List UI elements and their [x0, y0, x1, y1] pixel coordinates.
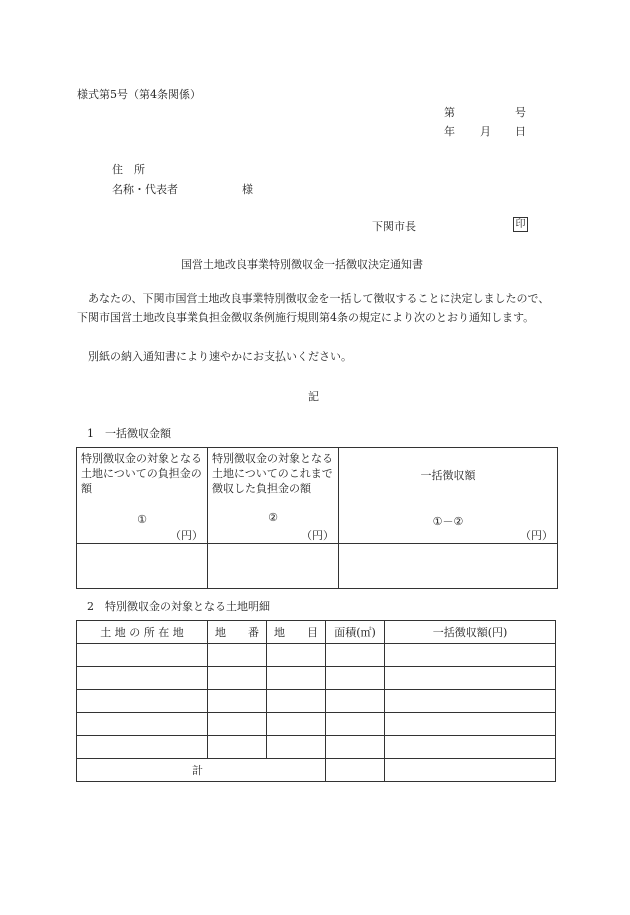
honorific-sama: 様: [242, 183, 253, 196]
column-lump-sum-label: 一括徴収額: [420, 469, 476, 482]
representative-label: 名称・代表者: [112, 183, 178, 196]
total-area-cell: [326, 759, 385, 782]
mayor-title: 下関市長: [372, 220, 416, 233]
table-row: [77, 644, 556, 667]
header-area: 面積(㎡): [326, 621, 385, 644]
doc-number-dai: 第: [444, 106, 455, 119]
header-land-category: 地 目: [267, 621, 326, 644]
body-paragraph-1: あなたの、下関市国営土地改良事業特別徴収金を一括して徴収することに決定しましたので、下関市国営土地改良事業負担金徴収条例施行規則第4条の規定により次のとおり通知します。: [77, 292, 550, 324]
table-row: [77, 690, 556, 713]
doc-number-go: 号: [515, 106, 526, 119]
total-label: 計: [77, 759, 326, 782]
header-location: 土 地 の 所 在 地: [77, 621, 208, 644]
symbol-2: ②: [268, 511, 278, 524]
column-lump-sum: [339, 448, 558, 544]
unit-yen: （円）: [520, 529, 553, 542]
document-title: 国営土地改良事業特別徴収金一括徴収決定通知書: [181, 258, 423, 271]
unit-yen: （円）: [170, 529, 203, 542]
unit-yen: （円）: [301, 529, 334, 542]
form-number-label: 様式第5号（第4条関係）: [77, 88, 201, 101]
column-collected-amount-label: 特別徴収金の対象となる土地についてのこれまで徴収した負担金の額: [212, 452, 333, 495]
symbol-1: ①: [137, 513, 147, 526]
table-row: [77, 667, 556, 690]
section1-heading: 1 一括徴収金額: [87, 427, 171, 440]
lump-sum-amount-table: [76, 447, 558, 589]
table-row: [77, 736, 556, 759]
symbol-1-minus-2: ①－②: [432, 515, 464, 528]
amount-cell-3: [339, 544, 558, 589]
body-paragraph-2: 別紙の納入通知書により速やかにお支払いください。: [88, 350, 352, 363]
column-collected-amount: [208, 448, 339, 544]
header-lump-sum: 一括徴収額(円): [385, 621, 556, 644]
land-detail-table: [76, 620, 556, 782]
date-year: 年: [444, 125, 455, 138]
amount-cell-1: [77, 544, 208, 589]
amount-cell-2: [208, 544, 339, 589]
total-amount-cell: [385, 759, 556, 782]
ki-mark: 記: [308, 390, 319, 403]
seal-stamp: 印: [513, 217, 528, 232]
column-charge-amount: [77, 448, 208, 544]
address-label: 住 所: [112, 163, 145, 176]
section2-heading: 2 特別徴収金の対象となる土地明細: [87, 600, 270, 613]
table-row: [77, 713, 556, 736]
date-day: 日: [515, 125, 526, 138]
date-month: 月: [480, 125, 491, 138]
column-charge-amount-label: 特別徴収金の対象となる土地についての負担金の額: [81, 452, 202, 495]
header-lot-number: 地 番: [208, 621, 267, 644]
